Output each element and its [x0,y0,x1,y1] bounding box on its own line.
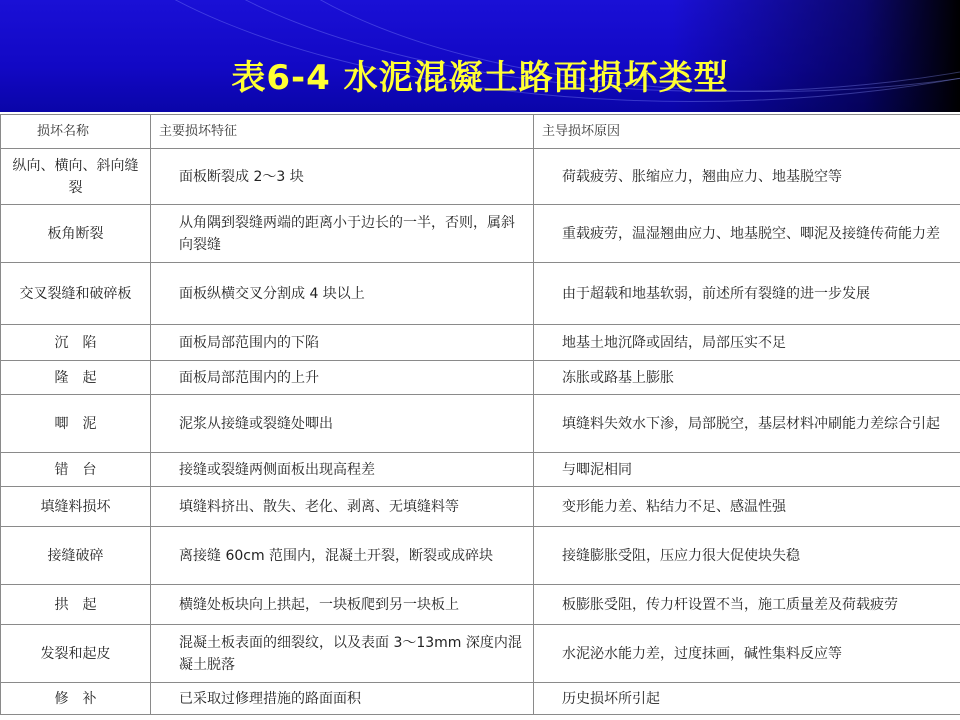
cause-cell: 接缝膨胀受阻，压应力很大促使块失稳 [534,527,960,585]
cause-cell: 冻胀或路基上膨胀 [534,361,960,395]
feature-cell: 从角隅到裂缝两端的距离小于边长的一半，否则，属斜向裂缝 [151,205,534,263]
table-row [1,487,960,527]
feature-cell: 面板断裂成 2～3 块 [151,149,534,205]
cause-cell: 变形能力差、粘结力不足、感温性强 [534,487,960,527]
damage-name-cell: 隆 起 [1,361,151,395]
damage-name-cell: 拱 起 [1,585,151,625]
cause-cell: 填缝料失效水下渗，局部脱空，基层材料冲刷能力差综合引起 [534,395,960,453]
table-row [1,325,960,361]
feature-cell: 填缝料挤出、散失、老化、剥离、无填缝料等 [151,487,534,527]
damage-name-cell: 接缝破碎 [1,527,151,585]
feature-cell: 横缝处板块向上拱起，一块板爬到另一块板上 [151,585,534,625]
damage-name-cell: 板角断裂 [1,205,151,263]
damage-name-cell: 纵向、横向、斜向缝裂 [1,149,151,205]
table-row [1,527,960,585]
header-main-causes: 主导损坏原因 [534,115,960,149]
cause-cell: 荷载疲劳、胀缩应力，翘曲应力、地基脱空等 [534,149,960,205]
table-row [1,205,960,263]
cause-cell: 历史损坏所引起 [534,683,960,715]
damage-name-cell: 唧 泥 [1,395,151,453]
table-row [1,263,960,325]
feature-cell: 混凝土板表面的细裂纹，以及表面 3～13mm 深度内混凝土脱落 [151,625,534,683]
feature-cell: 泥浆从接缝或裂缝处唧出 [151,395,534,453]
cause-cell: 与唧泥相同 [534,453,960,487]
table-row [1,149,960,205]
table-row [1,585,960,625]
table-header-row [1,115,960,149]
damage-name-cell: 交叉裂缝和破碎板 [1,263,151,325]
cause-cell: 地基土地沉降或固结，局部压实不足 [534,325,960,361]
damage-name-cell: 填缝料损坏 [1,487,151,527]
cause-cell: 水泥泌水能力差，过度抹画，碱性集料反应等 [534,625,960,683]
feature-cell: 接缝或裂缝两侧面板出现高程差 [151,453,534,487]
table-row [1,683,960,715]
cause-cell: 由于超载和地基软弱，前述所有裂缝的进一步发展 [534,263,960,325]
table-row [1,453,960,487]
cause-cell: 重载疲劳，温湿翘曲应力、地基脱空、唧泥及接缝传荷能力差 [534,205,960,263]
feature-cell: 已采取过修理措施的路面面积 [151,683,534,715]
damage-name-cell: 修 补 [1,683,151,715]
table-row [1,625,960,683]
feature-cell: 离接缝 60cm 范围内，混凝土开裂，断裂或成碎块 [151,527,534,585]
table-row [1,361,960,395]
damage-name-cell: 发裂和起皮 [1,625,151,683]
cause-cell: 板膨胀受阻，传力杆设置不当，施工质量差及荷载疲劳 [534,585,960,625]
header-main-features: 主要损坏特征 [151,115,534,149]
table-row [1,395,960,453]
feature-cell: 面板纵横交叉分割成 4 块以上 [151,263,534,325]
feature-cell: 面板局部范围内的上升 [151,361,534,395]
damage-table-container [0,114,960,720]
feature-cell: 面板局部范围内的下陷 [151,325,534,361]
header-damage-name: 损坏名称 [1,115,151,149]
slide-title: 表6-4 水泥混凝土路面损坏类型 [231,58,729,98]
damage-name-cell: 沉 陷 [1,325,151,361]
damage-name-cell: 错 台 [1,453,151,487]
damage-types-table [0,114,960,715]
slide-header [0,0,960,112]
